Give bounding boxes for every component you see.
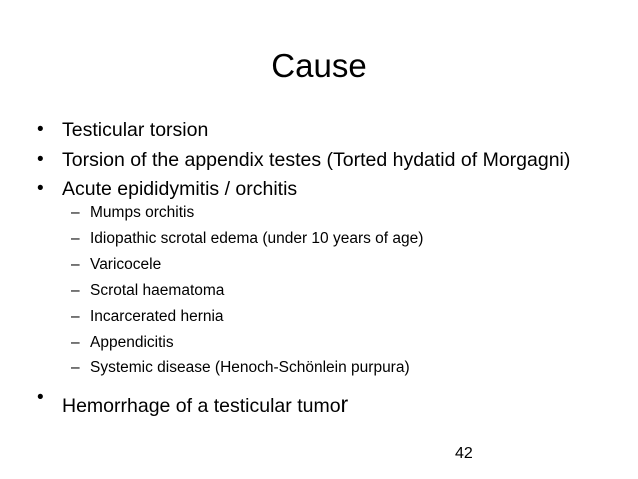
dash-marker: – [71, 308, 80, 325]
bullet-text: Testicular torsion [62, 119, 209, 141]
sub-item-text: Mumps orchitis [90, 204, 195, 221]
dash-marker: – [71, 282, 80, 299]
bullet-marker: • [37, 178, 44, 199]
dash-marker: – [71, 230, 80, 247]
sub-item-text: Idiopathic scrotal edema (under 10 years of age) [90, 230, 424, 247]
slide-title: Cause [271, 47, 367, 84]
sub-item-text: Scrotal haematoma [90, 282, 225, 299]
sub-item-text: Incarcerated hernia [90, 308, 224, 325]
sub-item-text: Appendicitis [90, 334, 174, 351]
dash-marker: – [71, 359, 80, 376]
dash-marker: – [71, 334, 80, 351]
bullet-marker: • [37, 149, 44, 170]
bullet-marker: • [37, 387, 44, 408]
sub-item-text: Systemic disease (Henoch-Schönlein purpura) [90, 359, 410, 376]
bullet-marker: • [37, 119, 44, 140]
bullet-text [62, 391, 348, 419]
bullet-text: Torsion of the appendix testes (Torted hydatid of Morgagni) [62, 149, 571, 171]
page-number: 42 [455, 445, 473, 462]
sub-item-text: Varicocele [90, 256, 162, 273]
dash-marker: – [71, 256, 80, 273]
bullet-text-main: Hemorrhage of a testicular tumo [62, 395, 341, 417]
bullet-text-trailing: r [340, 391, 349, 417]
bullet-text: Acute epididymitis / orchitis [62, 178, 298, 200]
dash-marker: – [71, 204, 80, 221]
